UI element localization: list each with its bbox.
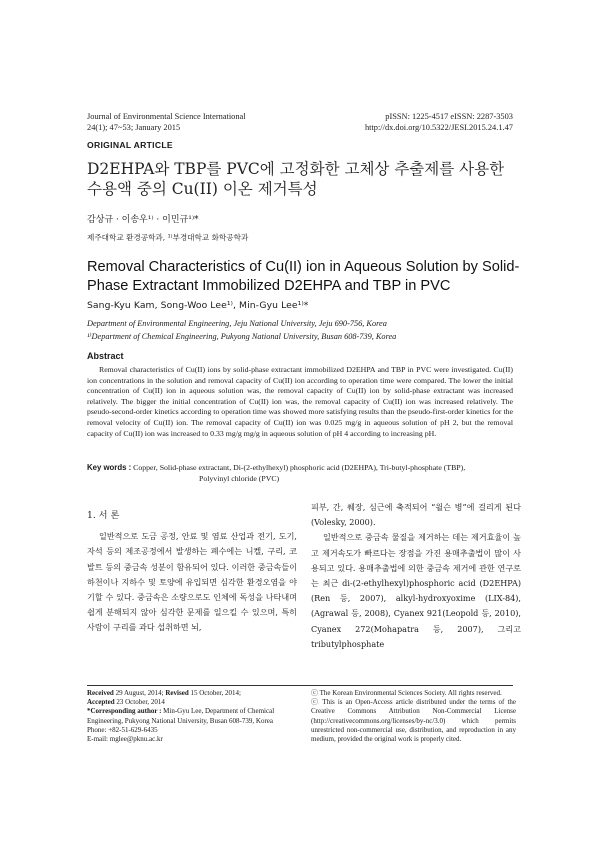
dates-line-2 (87, 698, 297, 707)
keywords-line-1: Copper, Solid-phase extractant, Di-(2-ethylhexyl) phosphoric acid (D2EHPA), Tri-butyl-phosphate (TBP), (133, 463, 466, 472)
section-heading-introduction: 1. 서 론 (87, 510, 120, 521)
phone: Phone: +82-51-629-6435 (87, 725, 158, 734)
body-left-column (87, 508, 297, 636)
issn: pISSN: 1225-4517 eISSN: 2287-3503 (385, 112, 513, 121)
intro-paragraph-continued: 피부, 간, 췌장, 심근에 축적되어 “윌슨 병”에 걸리게 된다(Volesky, 2000). (311, 502, 521, 528)
keywords-line-2: Polyvinyl chloride (PVC) (199, 474, 280, 483)
journal-volume: 24(1); 47~53; January 2015 (87, 123, 181, 132)
revised-label: Revised (165, 689, 189, 697)
copyright-notice: ⓒ The Korean Environmental Sciences Society. All rights reserved. (311, 689, 502, 697)
abstract-heading: Abstract (87, 351, 124, 361)
footer-dates-contact (87, 689, 297, 744)
intro-paragraph-1: 일반적으로 도금 공정, 안료 및 염료 산업과 전기, 도기, 자석 등의 제조공정에서 발생하는 폐수에는 니켈, 구리, 코발트 등의 중금속 성분이 함유되어 있다. 이러한 중금속들이 하천이나 지하수 및 토양에 유입되면 심각한 환경오염을 야기할 수 있다. 중금속은 소량으로도 인체에 독성을 나타내며 쉽게 분해되지 않아 심각한 문제를 일으킬 수 있으며, 특히 사람이 구리를 과다 섭취하면 뇌, (87, 531, 297, 633)
korean-affiliation: 제주대학교 환경공학과, ¹⁾부경대학교 화학공학과 (87, 233, 249, 242)
keywords (87, 462, 517, 484)
korean-authors: 감상규 · 이송우¹⁾ · 이민규¹⁾* (87, 215, 199, 225)
footer-divider (87, 685, 513, 686)
journal-header (87, 111, 246, 133)
dates-line-1 (87, 689, 297, 698)
english-affiliation-1: Department of Environmental Engineering, Jeju National University, Jeju 690-756, Korea (87, 319, 387, 328)
license-notice: ⓒ This is an Open-Access article distributed under the terms of the Creative Commons Attribution Non-Commercial License (http://creativecommons.org/licenses/by-nc/3.0) which permits unrestricted non-commercial use, distribution, and reproduction in any medium, provided the original work is properly cited. (311, 698, 516, 744)
article-type: ORIGINAL ARTICLE (87, 140, 173, 150)
korean-title: D2EHPA와 TBP를 PVC에 고정화한 고체상 추출제를 사용한 수용액 중의 Cu(II) 이온 제거특성 (87, 160, 505, 198)
english-affiliation-2: ¹⁾Department of Chemical Engineering, Pukyong National University, Busan 608-739, Korea (87, 332, 397, 341)
corresponding-info: Min-Gyu Lee, Department of Chemical Engineering, Pukyong National University, Busan 608-739, Korea (87, 707, 275, 725)
revised-date: 15 October, 2014; (190, 689, 241, 697)
english-authors: Sang-Kyu Kam, Song-Woo Lee¹⁾, Min-Gyu Lee¹⁾* (87, 300, 309, 311)
footer-license (311, 689, 516, 744)
english-title: Removal Characteristics of Cu(II) ion in Aqueous Solution by Solid-Phase Extractant Immobilized D2EHPA and TBP in PVC (87, 259, 520, 294)
issn-header (365, 111, 513, 133)
email[interactable]: E-mail: mglee@pknu.ac.kr (87, 735, 163, 744)
corresponding-author (87, 707, 297, 725)
doi-link[interactable]: http://dx.doi.org/10.5322/JESI.2015.24.1.47 (364, 123, 513, 132)
abstract-text: Removal characteristics of Cu(II) ions by solid-phase extractant immobilized D2EHPA and TBP in PVC were investigated. Cu(II) ion concentrations in the solution and removal capacity of Cu(II) ion according to operation time were compared. The lower the initial concentration of Cu(II) ion in aqueous solution was, the removal capacity of Cu(II) ion by solid-phase extractant was increased relatively. The bigger the initial concentration of Cu(II) ion was, the removal capacity of Cu(II) ion was increased relatively. The pseudo-second-order kinetics according to operation time was showed more satisfying results than the pseudo-first-order kinetics for the removal velocity of Cu(II) ion. The removal capacity of Cu(II) ion was 0.025 mg/g in aqueous solution of pH 2, but the removal capacity of Cu(II) ion was increased to 0.33 mg/g mg/g in aqueous solution of pH 4 according to increasing pH. (87, 365, 513, 438)
keywords-label: Key words : (87, 463, 132, 472)
accepted-date: 23 October, 2014 (116, 698, 165, 707)
accepted-label: Accepted (87, 698, 115, 707)
corresponding-label: *Corresponding author : (87, 707, 162, 716)
journal-name: Journal of Environmental Science International (87, 112, 246, 121)
body-right-column (311, 500, 521, 652)
received-label: Received (87, 689, 114, 697)
intro-paragraph-2: 일반적으로 중금속 물질을 제거하는 데는 제거효율이 높고 제거속도가 빠르다는 장점을 가진 용매추출법이 많이 사용되고 있다. 용매추출법에 의한 중금속 제거에 관한 연구로는 최근 di-(2-ethylhexyl)phosphoric acid (D2EHPA)(Ren 등, 2007), alkyl-hydroxyoxime (LIX-84), (Agrawal 등, 2008), Cyanex 921(Leopold 등, 2010), Cyanex 272(Mohapatra 등, 2007), 그리고 tributylphosphate (311, 532, 521, 649)
received-date: 29 August, 2014; (115, 689, 164, 697)
